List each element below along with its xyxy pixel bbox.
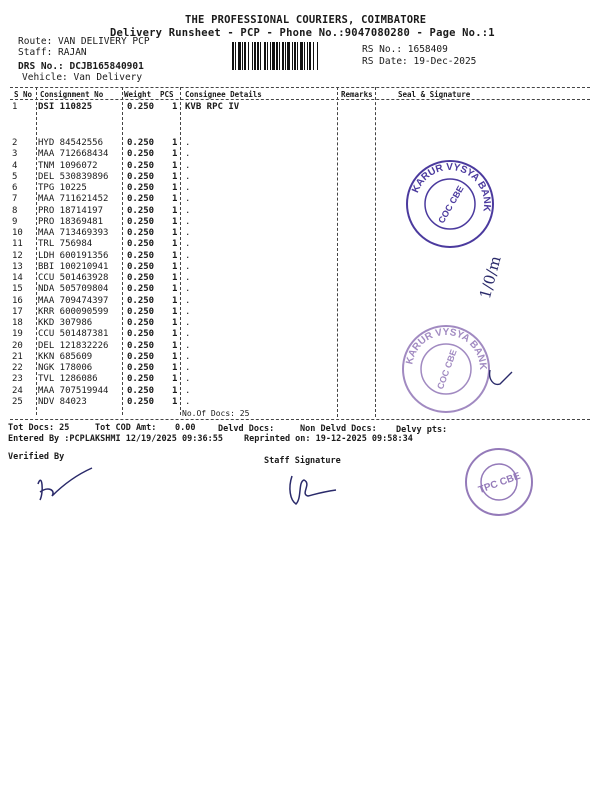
row-consignment: MAA 711621452	[38, 194, 109, 205]
verified-by: Verified By	[8, 452, 65, 462]
row-consignment: PRO 18714197	[38, 205, 104, 216]
col-header-weight: Weight	[124, 90, 152, 99]
barcode	[232, 42, 357, 70]
table-row	[12, 239, 372, 250]
table-row	[12, 172, 372, 183]
table-row	[12, 206, 372, 217]
table-row	[12, 183, 372, 194]
row-sno: 2	[12, 138, 18, 148]
row-weight: 0.250	[127, 284, 155, 295]
stamp2-ring-text: KARUR VYSYA BANK	[404, 326, 489, 371]
table-row	[12, 341, 372, 352]
stamp1-center-text: COC CBE	[436, 184, 466, 225]
table-row	[12, 352, 372, 363]
table-bottom-rule	[10, 419, 590, 420]
reprinted-on: Reprinted on: 19-12-2025 09:58:34	[244, 434, 413, 444]
row-sno: 3	[12, 149, 18, 160]
table-row	[12, 397, 372, 408]
row-consignment: LDH 600191356	[38, 250, 109, 261]
row-sno: 11	[12, 239, 23, 250]
table-row	[12, 251, 372, 262]
row-consignment: MAA 707519944	[38, 385, 109, 396]
row-pcs: 1	[172, 250, 178, 261]
row-details: .	[185, 273, 191, 283]
row-pcs: 1	[172, 385, 178, 396]
row-pcs: 1	[172, 149, 178, 160]
row-details: .	[185, 306, 191, 317]
row-weight: 0.250	[127, 295, 155, 306]
row-weight: 0.250	[127, 160, 155, 171]
row-weight: 0.250	[127, 205, 155, 216]
row-details: .	[185, 374, 191, 385]
row-consignment: TNM 1096072	[38, 160, 98, 171]
stamp3-center-text: TPC CBE	[477, 470, 523, 497]
row-pcs: 1	[172, 261, 178, 272]
bank-stamp-top	[404, 158, 496, 250]
row-sno: 8	[12, 205, 18, 216]
verifier-signature	[30, 462, 100, 504]
row-sno: 15	[12, 284, 23, 295]
row-consignment: DEL 121832226	[38, 340, 109, 351]
row-pcs: 1	[172, 194, 178, 205]
table-row	[12, 307, 372, 318]
row-weight: 0.250	[127, 228, 155, 238]
row-sno: 9	[12, 216, 18, 227]
table-row	[12, 318, 372, 329]
row-consignment: TRL 756984	[38, 239, 93, 250]
row-sno: 14	[12, 273, 23, 283]
row-sno: 13	[12, 261, 23, 272]
row-consignment: PRO 18369481	[38, 216, 104, 227]
row-weight: 0.250	[127, 171, 155, 182]
row-pcs: 1	[172, 138, 178, 148]
row-details: .	[185, 363, 191, 373]
row-weight: 0.250	[127, 261, 155, 272]
row-pcs: 1	[172, 239, 178, 250]
row-consignment: BBI 100210941	[38, 261, 109, 272]
row-pcs: 1	[172, 284, 178, 295]
row-sno: 18	[12, 318, 23, 328]
row-sno: 23	[12, 374, 23, 385]
row-weight: 0.250	[127, 340, 155, 351]
row-details: .	[185, 228, 191, 238]
row-weight: 0.250	[127, 329, 155, 340]
row-consignment: MAA 713469393	[38, 228, 109, 238]
stamp2-center-text: COC CBE	[435, 348, 459, 391]
col-header-seal: Seal & Signature	[398, 90, 471, 99]
row-pcs: 1	[172, 102, 178, 112]
table-row	[12, 296, 372, 307]
table-row	[12, 194, 372, 205]
row-sno: 22	[12, 363, 23, 373]
row-details: .	[185, 261, 191, 272]
row-weight: 0.250	[127, 102, 155, 112]
row-details: .	[185, 351, 191, 362]
row-weight: 0.250	[127, 216, 155, 227]
row-pcs: 1	[172, 205, 178, 216]
row-details: .	[185, 149, 191, 160]
row-weight: 0.250	[127, 396, 155, 407]
table-row	[12, 138, 372, 149]
row-details: .	[185, 216, 191, 227]
vehicle-label: Vehicle: Van Delivery	[22, 72, 143, 83]
row-sno: 21	[12, 351, 23, 362]
row-consignment: NGK 178006	[38, 363, 93, 373]
row-sno: 19	[12, 329, 23, 340]
row-details: .	[185, 396, 191, 407]
table-row	[12, 149, 372, 160]
table-row	[12, 374, 372, 385]
row-consignment: CCU 501463928	[38, 273, 109, 283]
row-consignment: CCU 501487381	[38, 329, 109, 340]
row-pcs: 1	[172, 363, 178, 373]
row-details: .	[185, 340, 191, 351]
row-details: .	[185, 284, 191, 295]
row-details: .	[185, 250, 191, 261]
row-sno: 4	[12, 160, 18, 171]
tot-cod-amount: 0.00	[175, 423, 196, 433]
staff-signature-label: Staff Signature	[264, 456, 341, 466]
row-consignment: TVL 1286086	[38, 374, 98, 385]
row-sno: 16	[12, 295, 23, 306]
row-sno: 25	[12, 396, 23, 407]
handwritten-note: 1/0/m	[476, 254, 505, 301]
tot-cod-label: Tot COD Amt:	[95, 423, 157, 433]
row-details: .	[185, 194, 191, 205]
row-pcs: 1	[172, 183, 178, 193]
table-row	[12, 386, 372, 397]
table-header-rule	[10, 99, 590, 100]
row-pcs: 1	[172, 295, 178, 306]
bank-stamp-middle	[400, 323, 492, 415]
row-consignment: MAA 709474397	[38, 295, 109, 306]
row-details: .	[185, 171, 191, 182]
company-title: THE PROFESSIONAL COURIERS, COIMBATORE	[185, 14, 427, 26]
row-pcs: 1	[172, 306, 178, 317]
table-top-rule	[10, 87, 590, 88]
row-weight: 0.250	[127, 149, 155, 160]
drs-number: DRS No.: DCJB165840901	[18, 61, 144, 72]
no-of-docs: No.Of Docs: 25	[182, 409, 250, 418]
row-pcs: 1	[172, 374, 178, 385]
row-weight: 0.250	[127, 273, 155, 283]
col-header-pcs: PCS	[160, 90, 174, 99]
row-details: .	[185, 295, 191, 306]
row-consignment: KRR 600090599	[38, 306, 109, 317]
row-pcs: 1	[172, 228, 178, 238]
table-row	[12, 284, 372, 295]
row-sno: 5	[12, 171, 18, 182]
row-sno: 17	[12, 306, 23, 317]
row-consignment: TPG 10225	[38, 183, 87, 193]
row-weight: 0.250	[127, 183, 155, 193]
row-consignment: KKD 307986	[38, 318, 93, 328]
row-consignment: HYD 84542556	[38, 138, 104, 148]
row-sno: 24	[12, 385, 23, 396]
entered-by: Entered By :PCPLAKSHMI 12/19/2025 09:36:55	[8, 434, 223, 444]
stamp1-ring-text: KARUR VYSYA BANK	[410, 161, 493, 213]
table-row	[12, 228, 372, 239]
row-pcs: 1	[172, 340, 178, 351]
row-weight: 0.250	[127, 194, 155, 205]
row-details: .	[185, 160, 191, 171]
table-row	[12, 262, 372, 273]
row-details: KVB RPC IV	[185, 102, 240, 112]
table-row	[12, 329, 372, 340]
row-pcs: 1	[172, 273, 178, 283]
row-weight: 0.250	[127, 306, 155, 317]
row-details: .	[185, 183, 191, 193]
row-pcs: 1	[172, 351, 178, 362]
row-weight: 0.250	[127, 363, 155, 373]
row-details: .	[185, 239, 191, 250]
row-sno: 20	[12, 340, 23, 351]
table-row	[12, 363, 372, 374]
row-weight: 0.250	[127, 385, 155, 396]
row-sno: 7	[12, 194, 18, 205]
table-row	[12, 161, 372, 172]
row-consignment: MAA 712668434	[38, 149, 109, 160]
row-weight: 0.250	[127, 318, 155, 328]
row-pcs: 1	[172, 329, 178, 340]
row-weight: 0.250	[127, 374, 155, 385]
row-pcs: 1	[172, 318, 178, 328]
row-weight: 0.250	[127, 239, 155, 250]
row-pcs: 1	[172, 160, 178, 171]
row-sno: 12	[12, 250, 23, 261]
row-sno: 1	[12, 102, 18, 112]
delvd-docs: Delvd Docs:	[218, 424, 275, 434]
row-details: .	[185, 138, 191, 148]
tot-docs: Tot Docs: 25	[8, 423, 70, 433]
handwritten-tick	[486, 366, 516, 390]
col-header-remarks: Remarks	[341, 90, 373, 99]
staff-label: Staff: RAJAN	[18, 47, 87, 58]
row-consignment: KKN 685609	[38, 351, 93, 362]
row-details: .	[185, 318, 191, 328]
barcode-bar	[318, 42, 319, 70]
row-consignment: DEL 530839896	[38, 171, 109, 182]
staff-signature	[282, 470, 342, 510]
row-consignment: NDV 84023	[38, 396, 87, 407]
row-pcs: 1	[172, 171, 178, 182]
row-weight: 0.250	[127, 138, 155, 148]
col-header-consignment: Consignment No	[40, 90, 104, 99]
table-row	[12, 273, 372, 284]
table-row	[12, 102, 372, 113]
row-details: .	[185, 205, 191, 216]
table-row	[12, 217, 372, 228]
rs-date: RS Date: 19-Dec-2025	[362, 56, 477, 67]
row-details: .	[185, 385, 191, 396]
row-weight: 0.250	[127, 250, 155, 261]
row-details: .	[185, 329, 191, 340]
non-delvd-docs: Non Delvd Docs:	[300, 424, 377, 434]
route-label: Route: VAN DELIVERY PCP	[18, 36, 150, 47]
col-header-sno: S No	[14, 90, 33, 99]
delvy-pts: Delvy pts:	[396, 425, 448, 435]
rs-number: RS No.: 1658409	[362, 44, 448, 55]
row-consignment: NDA 505709804	[38, 284, 109, 295]
row-pcs: 1	[172, 216, 178, 227]
row-pcs: 1	[172, 396, 178, 407]
row-sno: 10	[12, 228, 23, 238]
runsheet-subtitle: Delivery Runsheet - PCP - Phone No.:9047080280 - Page No.:1	[110, 27, 495, 39]
row-weight: 0.250	[127, 351, 155, 362]
col-divider	[375, 87, 376, 417]
row-consignment: DSI 110825	[38, 102, 93, 112]
col-header-details: Consignee Details	[185, 90, 262, 99]
row-sno: 6	[12, 183, 18, 193]
tpc-stamp	[463, 446, 535, 518]
